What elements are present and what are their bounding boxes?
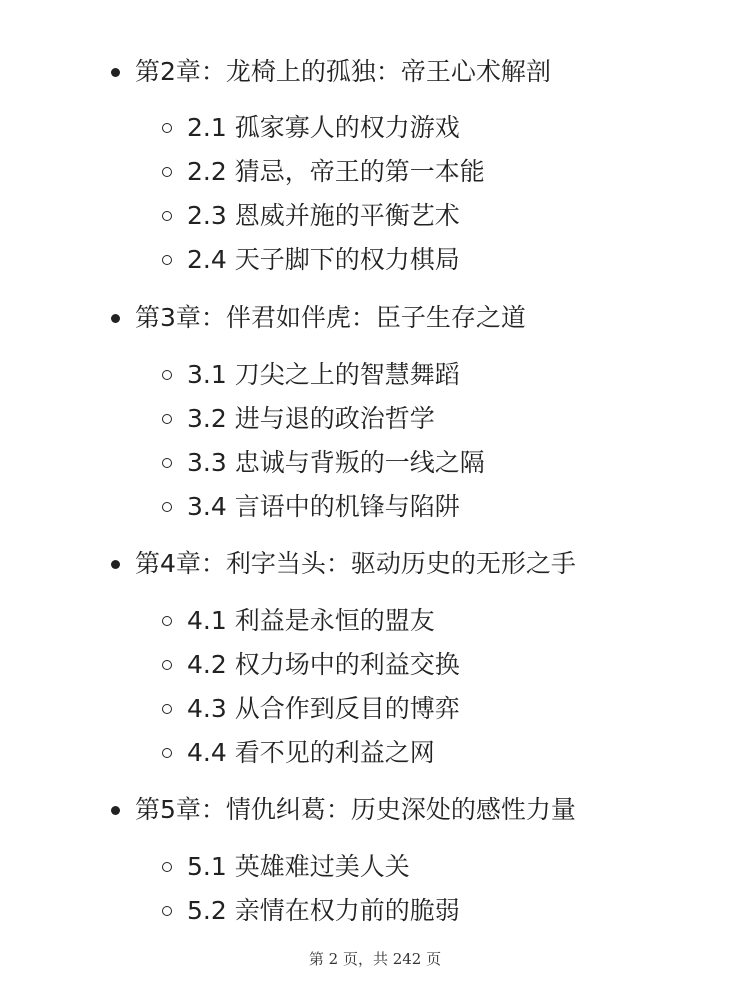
section-title: 2.4 天子脚下的权力棋局 bbox=[187, 245, 460, 274]
toc-chapter-4[interactable] bbox=[111, 544, 576, 584]
toc-section-4-1[interactable] bbox=[162, 601, 435, 641]
toc-section-2-4[interactable] bbox=[162, 240, 460, 280]
toc-section-3-3[interactable] bbox=[162, 443, 485, 483]
toc-section-5-2[interactable] bbox=[162, 891, 460, 931]
section-title: 4.1 利益是永恒的盟友 bbox=[187, 606, 435, 635]
hollow-bullet-icon bbox=[162, 255, 172, 265]
section-title: 2.3 恩威并施的平衡艺术 bbox=[187, 201, 460, 230]
filled-bullet-icon bbox=[111, 68, 120, 77]
hollow-bullet-icon bbox=[162, 370, 172, 380]
toc-section-4-2[interactable] bbox=[162, 645, 460, 685]
section-title: 4.2 权力场中的利益交换 bbox=[187, 650, 460, 679]
hollow-bullet-icon bbox=[162, 906, 172, 916]
hollow-bullet-icon bbox=[162, 704, 172, 714]
toc-section-4-3[interactable] bbox=[162, 689, 460, 729]
section-title: 3.4 言语中的机锋与陷阱 bbox=[187, 492, 460, 521]
toc-chapter-3[interactable] bbox=[111, 298, 526, 338]
chapter-title: 第3章：伴君如伴虎：臣子生存之道 bbox=[135, 303, 526, 332]
section-title: 3.2 进与退的政治哲学 bbox=[187, 404, 435, 433]
hollow-bullet-icon bbox=[162, 748, 172, 758]
toc-section-5-1[interactable] bbox=[162, 847, 410, 887]
hollow-bullet-icon bbox=[162, 167, 172, 177]
hollow-bullet-icon bbox=[162, 458, 172, 468]
filled-bullet-icon bbox=[111, 806, 120, 815]
section-title: 5.2 亲情在权力前的脆弱 bbox=[187, 896, 460, 925]
toc-chapter-5[interactable] bbox=[111, 790, 576, 830]
toc-section-4-4[interactable] bbox=[162, 733, 435, 773]
section-title: 4.3 从合作到反目的博弈 bbox=[187, 694, 460, 723]
hollow-bullet-icon bbox=[162, 616, 172, 626]
toc-section-3-2[interactable] bbox=[162, 399, 435, 439]
section-title: 2.1 孤家寡人的权力游戏 bbox=[187, 113, 460, 142]
hollow-bullet-icon bbox=[162, 502, 172, 512]
hollow-bullet-icon bbox=[162, 123, 172, 133]
section-title: 4.4 看不见的利益之网 bbox=[187, 738, 435, 767]
toc-section-2-1[interactable] bbox=[162, 108, 460, 148]
filled-bullet-icon bbox=[111, 314, 120, 323]
toc-chapter-2[interactable] bbox=[111, 52, 551, 92]
toc-section-2-3[interactable] bbox=[162, 196, 460, 236]
toc-section-3-1[interactable] bbox=[162, 355, 460, 395]
section-title: 2.2 猜忌，帝王的第一本能 bbox=[187, 157, 485, 186]
hollow-bullet-icon bbox=[162, 414, 172, 424]
toc-section-3-4[interactable] bbox=[162, 487, 460, 527]
section-title: 3.1 刀尖之上的智慧舞蹈 bbox=[187, 360, 460, 389]
chapter-title: 第5章：情仇纠葛：历史深处的感性力量 bbox=[135, 795, 576, 824]
toc-section-2-2[interactable] bbox=[162, 152, 485, 192]
section-title: 5.1 英雄难过美人关 bbox=[187, 852, 410, 881]
chapter-title: 第4章：利字当头：驱动历史的无形之手 bbox=[135, 549, 576, 578]
section-title: 3.3 忠诚与背叛的一线之隔 bbox=[187, 448, 485, 477]
hollow-bullet-icon bbox=[162, 660, 172, 670]
hollow-bullet-icon bbox=[162, 862, 172, 872]
hollow-bullet-icon bbox=[162, 211, 172, 221]
filled-bullet-icon bbox=[111, 560, 120, 569]
chapter-title: 第2章：龙椅上的孤独：帝王心术解剖 bbox=[135, 57, 551, 86]
page-number-footer: 第 2 页，共 242 页 bbox=[308, 950, 442, 968]
